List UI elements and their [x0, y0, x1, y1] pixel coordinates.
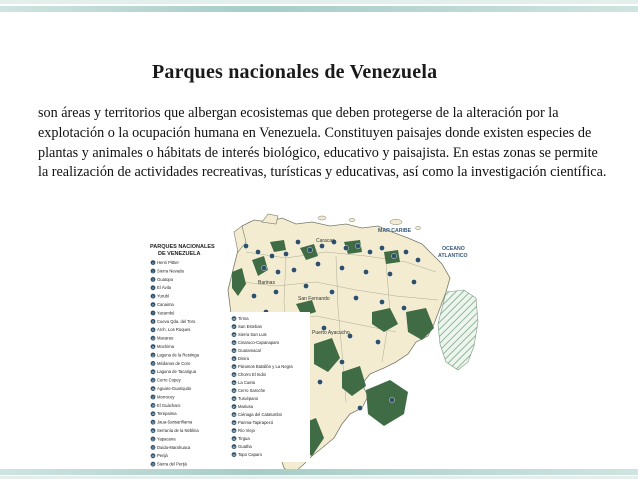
legend-number: 27: [232, 325, 236, 329]
legend-item-label: Mariusa: [238, 404, 253, 409]
legend-number: 29: [232, 341, 236, 345]
legend-number: 42: [232, 445, 236, 449]
city-label-barinas: Barinas: [258, 280, 275, 286]
legend-item-label: Mochima: [157, 344, 174, 349]
legend-item-label: Guaramacal: [238, 348, 261, 353]
legend-item-label: San Esteban: [238, 324, 262, 329]
legend-item-label: Macarao: [157, 335, 174, 341]
legend-number: 31: [232, 357, 236, 361]
park-marker: [387, 271, 392, 276]
slide-body-text: son áreas y territorios que albergan ecosistemas que deben protegerse de la alteración por la explotación o la ocupación humana en Venezuela. Constituyen paisajes donde existen especies de plantas y animales o hábitats de interés biológico, educativo y paisajista. En estas zonas se permite la realización de actividades recreativas, turísticas y educativas, así como la investigación científica.: [38, 105, 607, 181]
legend-number: 3: [152, 278, 154, 282]
legend-item-label: Dinira: [238, 356, 249, 361]
park-marker: [379, 299, 384, 304]
legend-number: 15: [151, 379, 155, 383]
park-marker: [319, 243, 324, 248]
legend-item-label: Canaima: [157, 302, 174, 307]
legend-number: 4: [152, 287, 154, 291]
park-marker: [357, 405, 362, 410]
legend-item-label: El Ávila: [157, 285, 171, 291]
park-marker: [339, 265, 344, 270]
top-accent-band: [0, 6, 638, 12]
legend-number: 10: [151, 337, 155, 341]
park-marker: [261, 265, 266, 270]
legend-number: 34: [232, 381, 236, 385]
ocean-label-line1: OCEANO: [442, 246, 465, 252]
ocean-label-line2: ATLANTICO: [438, 253, 468, 259]
park-marker: [295, 239, 300, 244]
legend-item-label: Sierra Nevada: [157, 268, 184, 274]
sea-label: MAR CARIBE: [378, 228, 412, 234]
park-marker: [317, 379, 322, 384]
legend-item-label: Ciénaga del Catatumbo: [238, 412, 282, 417]
legend-item-label: Sierra San Luis: [238, 332, 267, 337]
legend-number: 25: [151, 463, 155, 467]
park-marker: [403, 249, 408, 254]
park-marker: [379, 245, 384, 250]
legend-number: 20: [151, 421, 155, 425]
park-marker: [255, 249, 260, 254]
park-marker: [391, 253, 396, 258]
park-marker: [375, 339, 380, 344]
legend-item-label: Perijá: [157, 453, 168, 459]
city-label-caracas: Caracas: [316, 238, 335, 244]
park-marker: [273, 289, 278, 294]
legend-item-label: Tapo Caparo: [238, 452, 262, 457]
park-marker: [283, 251, 288, 256]
legend-panel: [146, 238, 228, 479]
park-marker: [343, 245, 348, 250]
legend-number: 28: [232, 333, 236, 337]
slide-title: Parques nacionales de Venezuela: [152, 61, 438, 83]
park-marker: [401, 305, 406, 310]
legend-item-label: Sierra del Perijá: [157, 461, 187, 467]
legend-number: 17: [151, 396, 155, 400]
legend-item-label: Serranía de la Neblina: [157, 428, 199, 433]
city-label-san-fernando: San Fernando: [298, 296, 330, 302]
legend-number: 23: [151, 446, 155, 450]
legend-item-label: Río Viejo: [238, 428, 255, 433]
legend-number: 1: [152, 261, 154, 265]
legend-number: 30: [232, 349, 236, 353]
park-marker: [243, 243, 248, 248]
map-svg: [146, 212, 480, 479]
legend-number: 40: [232, 429, 236, 433]
legend-number: 21: [151, 429, 155, 433]
legend-item-label: Cerro Copey: [157, 377, 181, 383]
legend-item-label: Chorro El Indio: [238, 372, 266, 377]
park-marker: [315, 261, 320, 266]
legend-title-line1: PARQUES NACIONALES: [150, 244, 215, 250]
paraguana-peninsula: [262, 214, 278, 224]
park-marker: [353, 295, 358, 300]
legend-item-label: Aguaro-Guariquito: [157, 386, 192, 391]
legend-number: 22: [151, 438, 155, 442]
legend-number: 2: [152, 270, 154, 274]
legend-item-label: Turuépano: [238, 396, 259, 401]
legend-number: 12: [151, 354, 155, 358]
city-label-puerto-ayacucho: Puerto Ayacucho: [312, 330, 350, 336]
legend-item-label: Duida-Marahuaca: [157, 444, 191, 450]
legend-number: 37: [232, 405, 236, 409]
park-marker: [291, 267, 296, 272]
park-marker: [339, 359, 344, 364]
legend-number: 13: [151, 362, 155, 366]
legend-item-label: Médanos de Coro: [157, 360, 191, 366]
legend-number: 43: [232, 453, 236, 457]
legend-title-line2: DE VENEZUELA: [158, 251, 201, 257]
legend-item-label: Henri Pittier: [157, 260, 179, 265]
legend-number: 32: [232, 365, 236, 369]
top-accent-band-light: [0, 0, 638, 4]
legend-item-label: Yapacana: [157, 436, 176, 442]
legend-number: 19: [151, 413, 155, 417]
legend-number: 33: [232, 373, 236, 377]
legend-item-label: Tirgua: [238, 436, 250, 441]
legend-number: 35: [232, 389, 236, 393]
legend-item-label: Morrocoy: [157, 394, 175, 400]
legend-item-label: Cinaruco-Capanaparo: [238, 340, 280, 345]
legend-number: 26: [232, 317, 236, 321]
legend-number: 41: [232, 437, 236, 441]
guayana-esequiba-zone: [438, 290, 478, 370]
legend-item-label: Yacambú: [157, 310, 175, 316]
park-marker: [415, 257, 420, 262]
bottom-accent-band: [0, 469, 638, 475]
legend-number: 38: [232, 413, 236, 417]
legend-item-label: Cerro Saroche: [238, 388, 266, 393]
legend-item-label: Parima-Tapirapecó: [238, 420, 274, 425]
legend-item-label: Cueva Qda. del Toro: [157, 318, 196, 324]
park-marker: [269, 253, 274, 258]
legend-item-label: Guatopo: [157, 276, 174, 282]
legend-number: 14: [151, 371, 155, 375]
legend-number: 6: [152, 303, 154, 307]
legend-number: 36: [232, 397, 236, 401]
venezuela-parks-map: [146, 212, 480, 479]
legend-number: 16: [151, 387, 155, 391]
legend-item-label: Páramos Batallón y La Negra: [238, 364, 293, 369]
park-marker: [307, 247, 312, 252]
park-marker: [355, 243, 360, 248]
park-marker: [389, 397, 394, 402]
park-marker: [275, 269, 280, 274]
legend-item-label: Laguna de Tacarigua: [157, 369, 197, 375]
park-marker: [367, 249, 372, 254]
legend-item-label: El Guácharo: [157, 402, 181, 408]
park-marker: [363, 269, 368, 274]
legend-item-label: Terepaima: [157, 411, 177, 417]
park-marker: [251, 293, 256, 298]
legend-number: 11: [151, 345, 155, 349]
legend-number: 7: [152, 312, 154, 316]
legend-number: 8: [152, 320, 154, 324]
legend-item-label: Guatha: [238, 444, 252, 449]
legend-item-label: Yurubí: [157, 293, 170, 299]
legend-number: 9: [152, 329, 154, 333]
legend-number: 18: [151, 404, 155, 408]
park-marker: [411, 279, 416, 284]
legend-item-label: Tirma: [238, 316, 249, 321]
park-marker: [329, 289, 334, 294]
legend-item-label: Jaua-Sarisariñama: [157, 419, 193, 425]
park-marker: [303, 283, 308, 288]
legend-item-label: Laguna de la Restinga: [157, 352, 199, 358]
legend-item-label: La Cueta: [238, 380, 255, 385]
legend-number: 39: [232, 421, 236, 425]
legend-number: 5: [152, 295, 154, 299]
legend-item-label: Arch. Los Roques: [157, 327, 191, 333]
legend-number: 24: [151, 455, 155, 459]
